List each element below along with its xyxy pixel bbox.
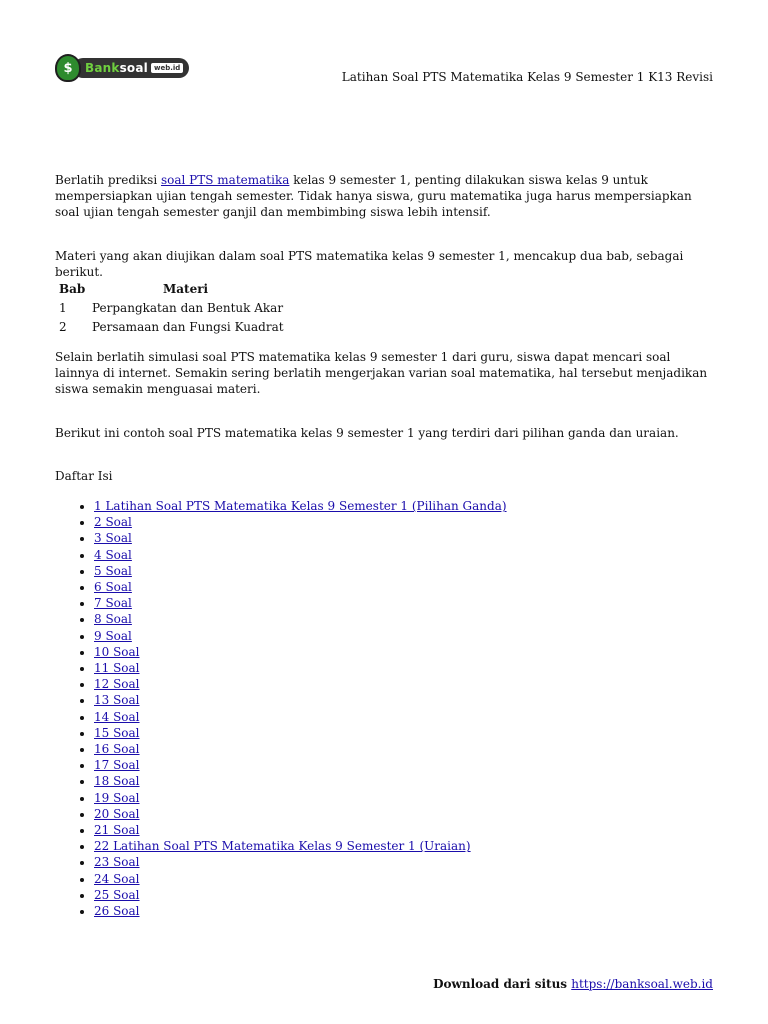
toc-link[interactable]: 23 Soal [94,855,140,870]
table-header-row [55,280,284,298]
toc-item [94,871,507,887]
toc-item [94,530,507,546]
toc-item [94,854,507,870]
banksoal-logo[interactable] [55,54,189,82]
toc-link[interactable]: 26 Soal [94,904,140,919]
toc-link[interactable]: 20 Soal [94,806,140,821]
materi-intro-paragraph: Materi yang akan diujikan dalam soal PTS matematika kelas 9 semester 1, mencakup dua bab, sebagai berikut. [55,249,684,280]
table-cell-bab: 1 [59,300,67,315]
toc-link[interactable]: 13 Soal [94,693,140,708]
table-header-materi: Materi [163,282,209,296]
toc-item [94,725,507,741]
toc-item [94,773,507,789]
toc-item [94,790,507,806]
toc-link[interactable]: 24 Soal [94,871,140,886]
toc-link[interactable]: 3 Soal [94,531,132,546]
toc-link[interactable]: 21 Soal [94,823,140,838]
toc-item [94,757,507,773]
intro-after-link: kelas 9 semester 1, penting dilakukan siswa kelas 9 untuk mempersiapkan ujian tengah semester. Tidak hanya siswa, guru matematika juga harus mempersiapkan soal ujian tengah semester ganjil dan membimbing siswa lebih intensif. [55,173,692,220]
toc-item [94,903,507,919]
toc-item [94,806,507,822]
toc-link[interactable]: 19 Soal [94,790,140,805]
table-header-bab: Bab [59,282,86,296]
toc-link[interactable]: 7 Soal [94,596,132,611]
toc-item [94,692,507,708]
footer-label: Download dari situs [433,977,572,991]
soal-pts-link[interactable]: soal PTS matematika [160,173,290,187]
toc-title: Daftar Isi [55,469,113,483]
toc-link[interactable]: 1 Latihan Soal PTS Matematika Kelas 9 Semester 1 (Pilihan Ganda) [94,499,507,513]
toc-link[interactable]: 12 Soal [94,677,140,692]
toc-link[interactable]: 8 Soal [94,612,132,627]
toc-item [94,563,507,579]
page-title: Latihan Soal PTS Matematika Kelas 9 Semester 1 K13 Revisi [341,70,713,84]
table-cell-bab: 2 [59,320,67,335]
toc-item [94,887,507,903]
toc-link[interactable]: 6 Soal [94,580,132,595]
footer [433,977,713,991]
toc-link[interactable]: 14 Soal [94,709,140,724]
toc-link[interactable]: 4 Soal [94,547,132,562]
toc-item [94,514,507,530]
toc-link[interactable]: 11 Soal [94,661,140,676]
logo-text-bank: Bank [85,61,120,75]
table-cell-materi: Persamaan dan Fungsi Kuadrat [92,320,284,335]
toc-item [94,611,507,627]
toc-item [94,709,507,725]
toc-link[interactable]: 18 Soal [94,774,140,789]
logo-text-soal: soal [119,61,148,75]
toc-item [94,644,507,660]
table-cell-materi: Perpangkatan dan Bentuk Akar [92,300,284,315]
toc-link[interactable]: 10 Soal [94,644,140,659]
logo-wordmark [73,58,189,78]
toc-item [94,741,507,757]
intro-before-link: Berlatih prediksi [55,173,161,187]
logo-text-web: web.id [151,63,183,73]
toc-item [94,676,507,692]
toc-item [94,547,507,563]
toc-link[interactable]: 15 Soal [94,725,140,740]
intro-paragraph [55,172,715,221]
toc-item [94,660,507,676]
toc-item [94,628,507,644]
toc-item [94,498,507,514]
toc-item [94,822,507,838]
money-bag-icon: $ [55,54,81,82]
toc-item [94,595,507,611]
toc-link[interactable]: 9 Soal [94,628,132,643]
materi-table [55,280,284,337]
toc-link[interactable]: 5 Soal [94,563,132,578]
toc-link[interactable]: 16 Soal [94,742,140,757]
toc-list [55,498,507,919]
toc-item [94,838,507,854]
toc-link[interactable]: 17 Soal [94,758,140,773]
toc-link[interactable]: 25 Soal [94,887,140,902]
table-row [55,298,284,318]
footer-site-link[interactable]: https://banksoal.web.id [571,977,713,991]
toc-link[interactable]: 2 Soal [94,515,132,530]
toc-item [94,579,507,595]
toc-link[interactable]: 22 Latihan Soal PTS Matematika Kelas 9 Semester 1 (Uraian) [94,839,471,854]
table-row [55,318,284,338]
simulasi-paragraph: Selain berlatih simulasi soal PTS matematika kelas 9 semester 1 dari guru, siswa dapat mencari soal lainnya di internet. Semakin sering berlatih mengerjakan varian soal matematika, hal tersebut menjadikan siswa semakin menguasai materi. [55,350,708,397]
contoh-paragraph: Berikut ini contoh soal PTS matematika kelas 9 semester 1 yang terdiri dari pilihan ganda dan uraian. [55,426,679,440]
